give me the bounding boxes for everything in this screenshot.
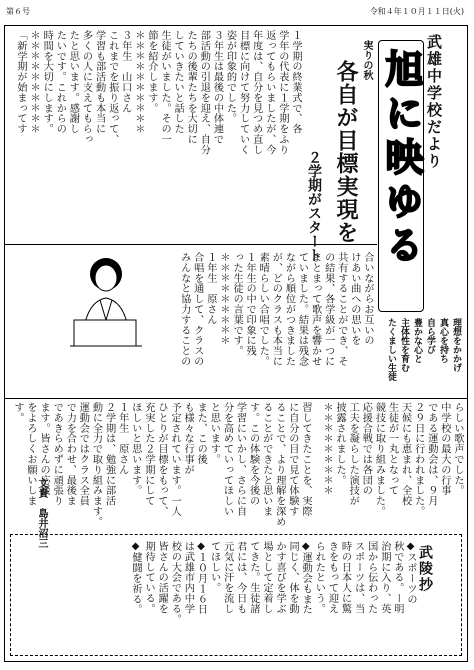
issue-date: 令和４年１０月１１日(火) [369, 7, 464, 16]
motto-block [378, 316, 468, 398]
article-top: １学期の終業式で、各 学年の代表に１学期をふり 返ってもらいましたが、今 年度は、自分を見つめ直し 目標に向けて努力していく 姿が印象的でした。 ３年生は最後の中体連で 部活動の引退を迎え、自分 たちの後輩たちを大切に していきたいと話した 生徒がいました。その一 節を紹介します。 ＊＊＊＊＊＊＊＊＊＊ ３年生 山口さん これまでを振り返って、 学習も部活動も本当に 多くの人に支えてもらっ たと思います。感謝し たいです。これからの 時間を大切にします。 ＊＊＊＊＊＊＊＊＊＊ 「新学期が始まってす [15, 30, 301, 155]
article-bottom-right: らしい歌声でした。 中学校の最大の行事 である運動会は、９月 ２９日に行われました。 天候にも恵まれ、全校 生徒が一丸となって 競技に取り組みました。 応援合戦では各団の 工夫を凝らした演技が 披露されました。 ＊＊＊＊＊＊＊＊＊ [321, 402, 463, 517]
school-name: 武雄中学校だより [425, 34, 443, 170]
feature-subhead: ２学期がスタート [306, 150, 322, 262]
article-middle: 合いながらお互いの けあい曲への思いを 共有することができ、そ の結果、各学級が一つに まとまって歌声を響かせ ていました。結果は残念 ながら順位がつきました が、どのクラスも本当に 素晴らしい合唱でした。 １年生の中で印象に残 った生徒の言葉です。 ＊＊＊＊＊＊＊＊＊ １年生 原さん 合唱を通して、クラスの みんなと協力することの [178, 252, 373, 367]
divider-2 [5, 398, 468, 399]
column-box [10, 534, 462, 656]
masthead-title-box [378, 40, 424, 312]
motto-lines: 理想をかかげ 真心を持ち 自ら学び 豊かな心と 主体性を育む たくましい生徒 [386, 318, 461, 381]
feature-headline: 各自が目標実現を [333, 60, 358, 244]
article-bottom: 習してきたことを、実際 に自分の目で見て体験す ることで、より理解を深め ることができたと思いま す。この体験を今後の 学習にいかし、さらに自 分を高めていってほしい と思います。 また、この後 も様々な行事が 予定されています。一人 ひとりが目標をもって、 充実した２学期にして ほしいと思います。 １年生 原さん ２学期は、勉強に部活 動に全力で取り組みます。 運動会ではクラス全員 で力を合わせ、最後ま であきらめずに頑張り ます。皆さんの応援 をよろしくお願いしま す。 [12, 402, 311, 527]
teacher-illustration [60, 250, 150, 350]
divider-1 [5, 244, 377, 245]
column-title: 武陵抄 [417, 545, 433, 593]
issue-number: 第６号 [6, 7, 30, 16]
author-credit: 文責 島井沼三 [36, 478, 47, 548]
feature-kicker: 実りの秋 [361, 40, 372, 80]
newsletter-title: 旭に映ゆる [379, 49, 423, 269]
column-text: ◆スポーツの 秋である。ー明 治期に入り、英 国から伝わった スポーツは、当 時の日本人に驚 きをもって迎え られたという。 ◆運動会もまた 同じく、体を動 かす喜びを学ぶ 場として定着し てきた。生徒諸 君には、今日も 元気に汗を流し てほしい。 ◆１０月１６日 は武雄市内中学 校の大会である。 皆さんの活躍を 期待している。 ◆健闘を祈る。 [130, 541, 416, 625]
